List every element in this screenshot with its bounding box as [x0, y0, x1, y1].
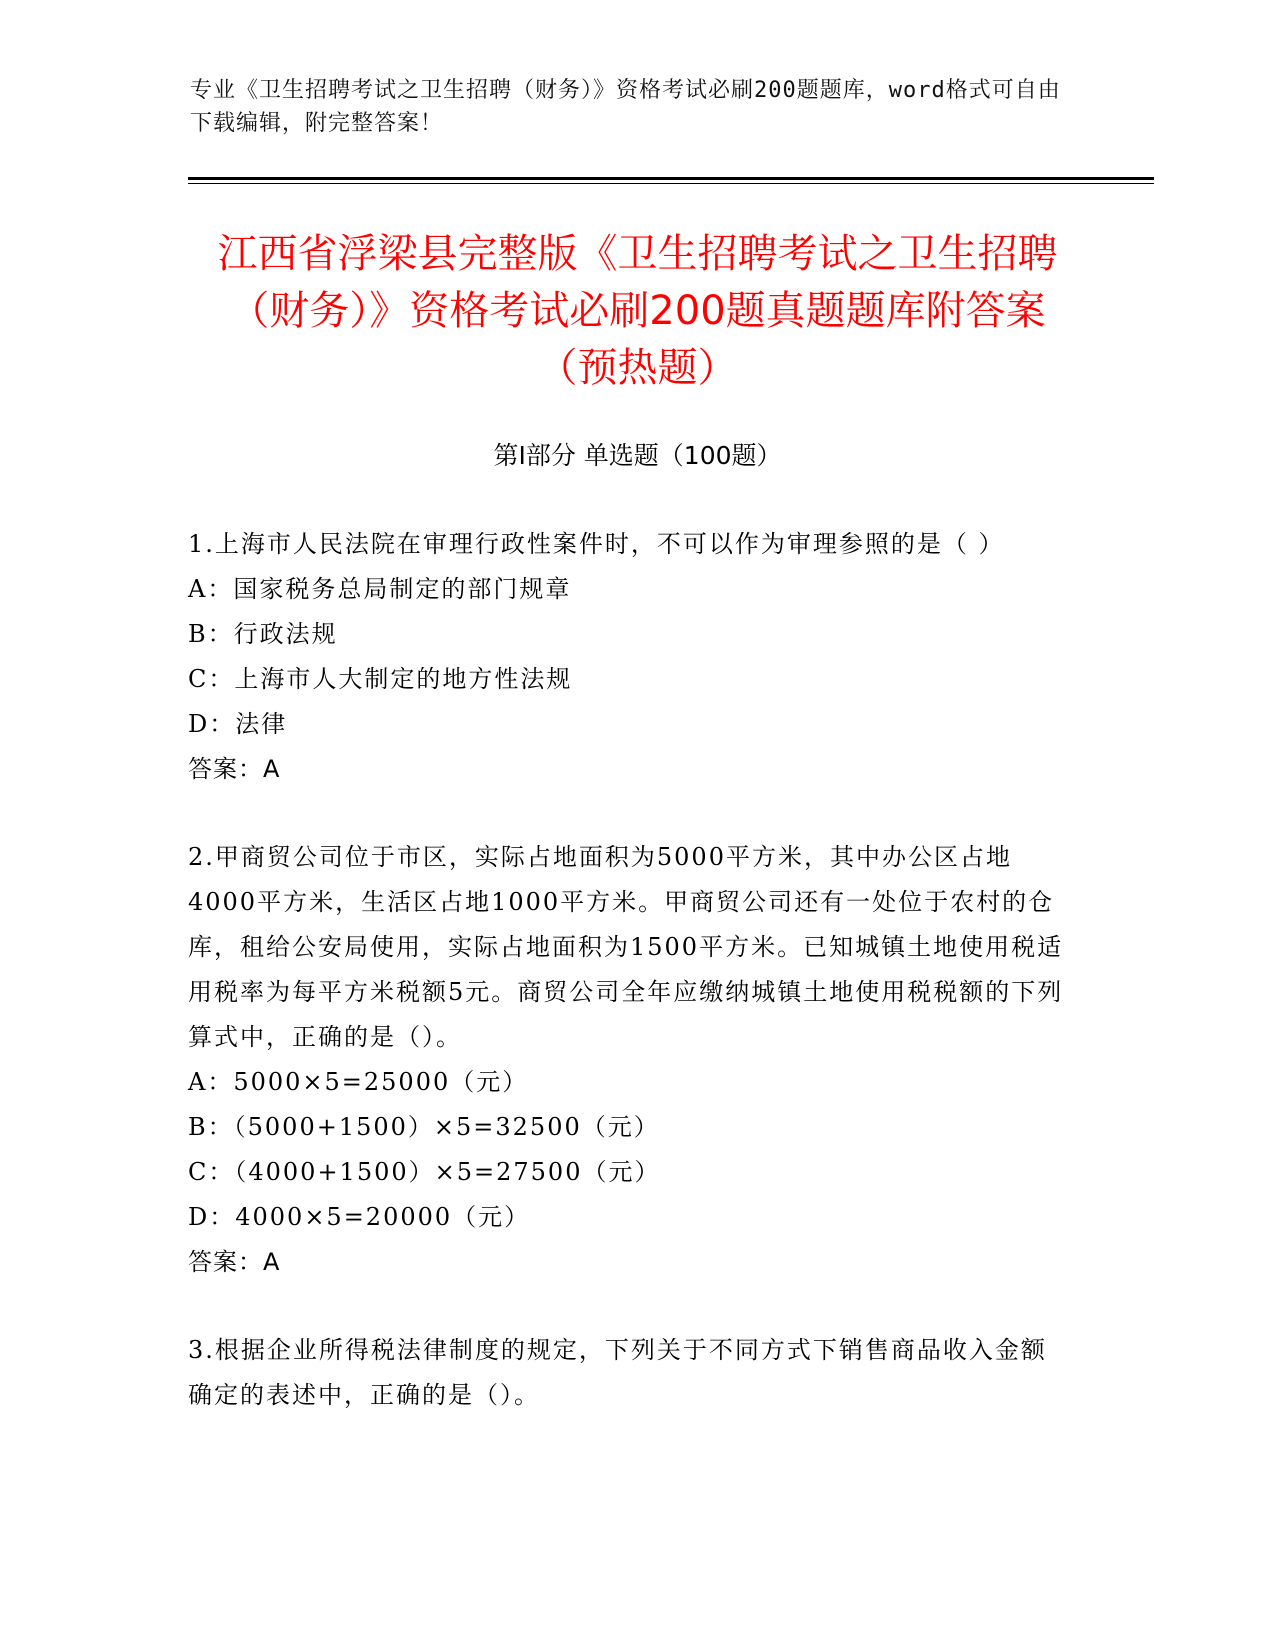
question-3	[188, 1328, 1068, 1418]
question-text: 3.根据企业所得税法律制度的规定，下列关于不同方式下销售商品收入金额确定的表述中，正确的是（）。	[188, 1336, 1047, 1409]
header-divider-thin	[188, 183, 1154, 184]
section-heading: 第Ⅰ部分 单选题（100题）	[493, 441, 782, 470]
header-note: 专业《卫生招聘考试之卫生招聘（财务）》资格考试必刷200题题库，word格式可自由下载编辑，附完整答案！	[190, 78, 1061, 136]
question-text: 2.甲商贸公司位于市区，实际占地面积为5000平方米，其中办公区占地4000平方米，生活区占地1000平方米。甲商贸公司还有一处位于农村的仓库，租给公安局使用，实际占地面积为1500平方米。已知城镇土地使用税适用税率为每平方米税额5元。商贸公司全年应缴纳城镇土地使用税税额的下列算式中，正确的是（）。	[188, 843, 1064, 1051]
option-c: C：（4000+1500）×5=27500（元）	[188, 1158, 661, 1186]
document-title: 江西省浮梁县完整版《卫生招聘考试之卫生招聘（财务）》资格考试必刷200题真题题库附答案（预热题）	[217, 231, 1058, 391]
option-d: D：法律	[188, 710, 288, 738]
question-1	[188, 522, 1068, 792]
option-b: B：行政法规	[188, 620, 338, 648]
option-d: D：4000×5=20000（元）	[188, 1203, 531, 1231]
option-b: B：（5000+1500）×5=32500（元）	[188, 1113, 660, 1141]
question-text: 1.上海市人民法院在审理行政性案件时，不可以作为审理参照的是（ ）	[188, 530, 1005, 558]
question-2	[188, 835, 1068, 1285]
option-a: A：国家税务总局制定的部门规章	[188, 575, 572, 603]
option-a: A：5000×5=25000（元）	[188, 1068, 529, 1096]
header-divider-thick	[188, 177, 1154, 180]
answer: 答案：A	[188, 755, 281, 783]
answer: 答案：A	[188, 1248, 281, 1276]
option-c: C：上海市人大制定的地方性法规	[188, 665, 573, 693]
question-list	[188, 522, 1068, 1461]
